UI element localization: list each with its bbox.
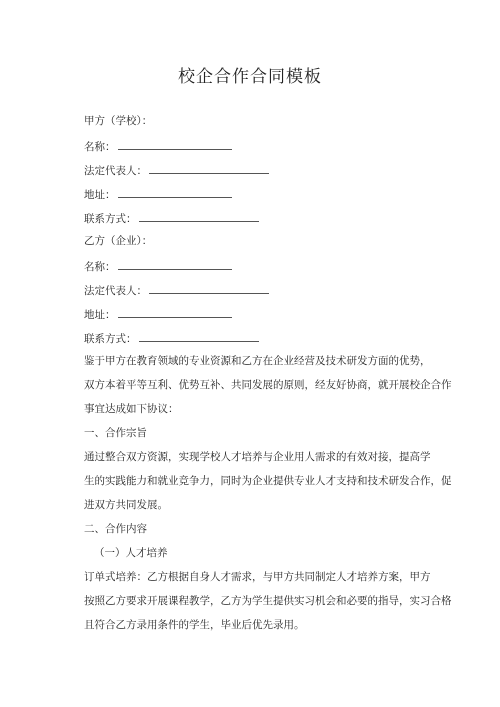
section2-sub1-heading: （一）人才培养 [94,547,168,559]
section1-line-1: 通过整合双方资源，实现学校人才培养与企业用人需求的有效对接，提高学 [84,451,431,463]
party-a-heading: 甲方（学校）： [84,115,153,127]
party-a-name-blank[interactable] [118,138,232,150]
party-a-contact-blank[interactable] [139,210,259,222]
section1-line-3: 进双方共同发展。 [84,499,168,511]
party-b-rep-row [84,282,269,298]
party-a-rep-row [84,162,269,178]
party-a-contact-row [84,210,259,226]
section2-heading: 二、合作内容 [84,523,147,535]
party-a-address-row [84,186,232,202]
party-b-name-row [84,258,232,274]
party-a-name-label: 名称： [84,141,116,153]
party-b-heading: 乙方（企业）： [84,235,153,247]
section2-sub1-line-2: 按照乙方要求开展课程教学，乙方为学生提供实习机会和必要的指导，实习合格 [84,595,452,607]
party-a-address-label: 地址： [84,189,116,201]
party-b-address-label: 地址： [84,309,116,321]
party-b-contact-blank[interactable] [139,330,259,342]
intro-line-1: 鉴于甲方在教育领域的专业资源和乙方在企业经营及技术研发方面的优势， [84,355,431,367]
party-b-rep-label: 法定代表人： [84,285,147,297]
document-title: 校企合作合同模板 [178,67,322,87]
party-b-address-row [84,306,232,322]
party-b-contact-label: 联系方式： [84,333,137,345]
party-a-rep-label: 法定代表人： [84,165,147,177]
party-b-rep-blank[interactable] [149,282,269,294]
party-b-contact-row [84,330,259,346]
intro-line-2: 双方本着平等互利、优势互补、共同发展的原则，经友好协商，就开展校企合作 [84,379,452,391]
party-a-rep-blank[interactable] [149,162,269,174]
party-a-name-row [84,138,232,154]
party-b-name-blank[interactable] [118,258,232,270]
section2-sub1-line-3: 且符合乙方录用条件的学生，毕业后优先录用。 [84,619,305,631]
party-a-contact-label: 联系方式： [84,213,137,225]
party-b-address-blank[interactable] [118,306,232,318]
section2-sub1-line-1: 订单式培养：乙方根据自身人才需求，与甲方共同制定人才培养方案，甲方 [84,571,431,583]
party-a-address-blank[interactable] [118,186,232,198]
section1-heading: 一、合作宗旨 [84,427,147,439]
intro-line-3: 事宜达成如下协议： [84,403,179,415]
section1-line-2: 生的实践能力和就业竞争力，同时为企业提供专业人才支持和技术研发合作，促 [84,475,452,487]
party-b-name-label: 名称： [84,261,116,273]
